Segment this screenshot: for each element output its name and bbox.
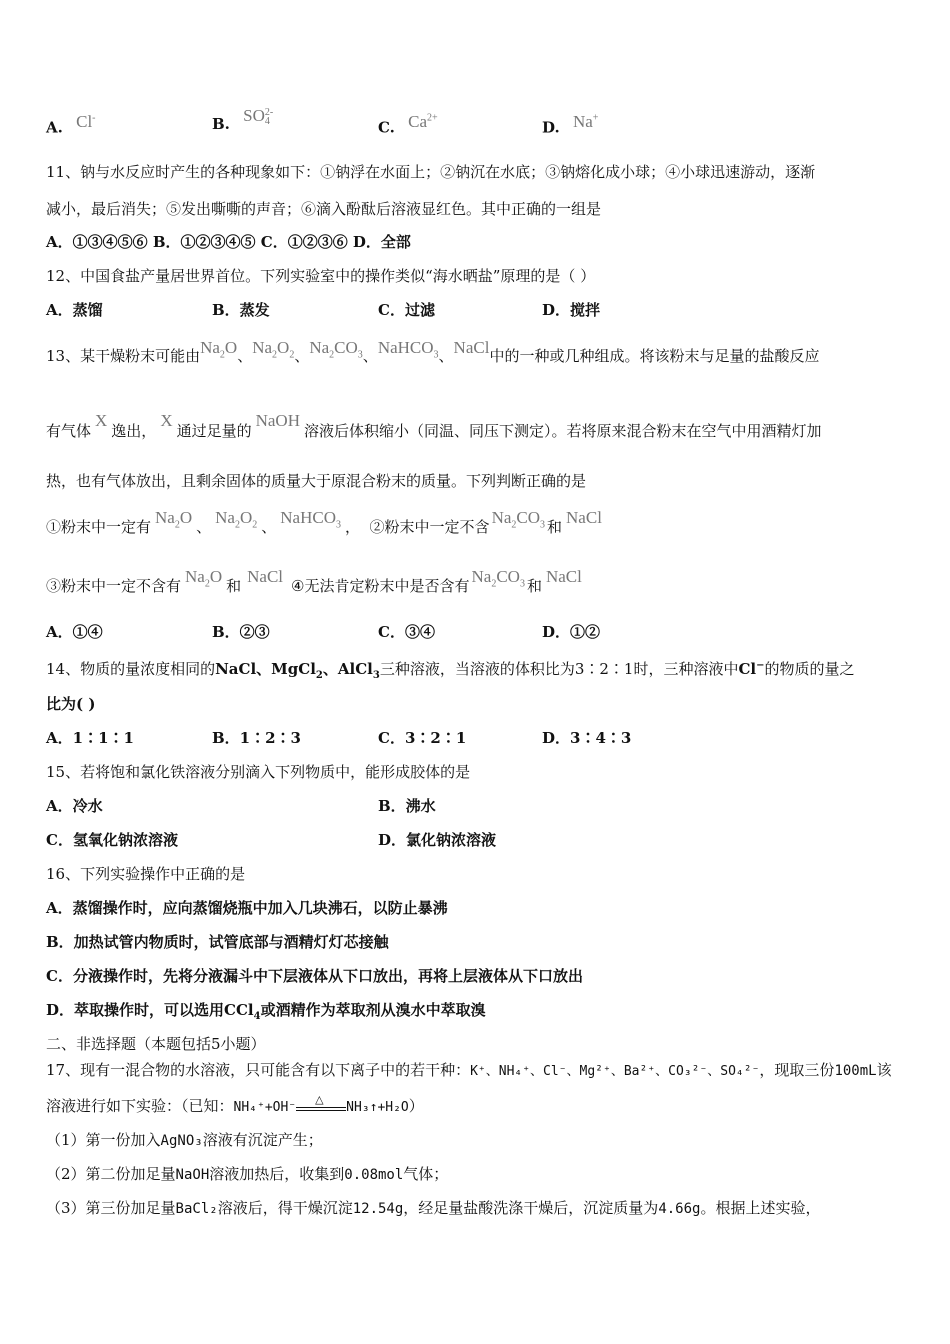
q11-stem-line1: 11、钠与水反应时产生的各种现象如下：①钠浮在水面上；②钠沉在水底；③钠熔化成小球；④小球迅速游动，逐渐 — [46, 163, 816, 181]
q12-stem: 12、中国食盐产量居世界首位。下列实验室中的操作类似“海水晒盐”原理的是（ ） — [46, 267, 596, 285]
q13-option-a[interactable]: A．①④ — [46, 623, 103, 641]
q15-option-b[interactable]: B．沸水 — [378, 797, 436, 815]
q13-stem-line3: 热，也有气体放出，且剩余固体的质量大于原混合粉末的质量。下列判断正确的是 — [46, 472, 587, 490]
q15-option-c[interactable]: C．氢氧化钠浓溶液 — [46, 831, 178, 849]
q10-option-a[interactable]: A. Cl- — [46, 111, 96, 137]
section-2-heading: 二、非选择题（本题包括5小题） — [46, 1035, 266, 1053]
q13-statements-3-4: ③粉末中一定不含有 $Na_2O$ 和 NaCl ④无法肯定粉末中是否含有 $Na_2CO_3$ 和 NaCl — [46, 567, 582, 595]
q16-option-d[interactable]: D．萃取操作时，可以选用CCl$_4$或酒精作为萃取剂从溴水中萃取溴 — [46, 1001, 486, 1022]
q14-option-a[interactable]: A．1∶1∶1 — [46, 729, 134, 747]
q13-option-b[interactable]: B．②③ — [212, 623, 270, 641]
q11-options[interactable]: A．①③④⑤⑥ B．①②③④⑤ C．①②③⑥ D．全部 — [46, 233, 411, 251]
q13-statements-1-2: ①粉末中一定有 $Na_2O$ 、 $Na_2O_2$ 、 NaHCO$_3$ ， ②粉末中一定不含 $Na_2CO_3$ 和 NaCl — [46, 508, 602, 536]
q14-option-b[interactable]: B．1∶2∶3 — [212, 729, 301, 747]
q14-option-c[interactable]: C．3∶2∶1 — [378, 729, 467, 747]
q16-stem: 16、下列实验操作中正确的是 — [46, 865, 246, 883]
q14-option-d[interactable]: D．3∶4∶3 — [542, 729, 632, 747]
q17-part2: （2）第二份加足量NaOH溶液加热后，收集到0.08mol气体； — [46, 1165, 449, 1183]
q17-part1: （1）第一份加入AgNO₃溶液有沉淀产生； — [46, 1131, 323, 1149]
q13-option-c[interactable]: C．③④ — [378, 623, 435, 641]
q13-stem-line2: 有气体X逸出，X通过足量的NaOH溶液后体积缩小（同温、同压下测定）。若将原来混合粉末在空气中用酒精灯加 — [46, 411, 822, 440]
q12-option-a[interactable]: A．蒸馏 — [46, 301, 103, 319]
q12-option-c[interactable]: C．过滤 — [378, 301, 435, 319]
q10-d-formula: Na+ — [572, 111, 599, 131]
q17-stem-line1: 17、现有一混合物的水溶液，只可能含有以下离子中的若干种：K⁺、NH₄⁺、Cl⁻、Mg²⁺、Ba²⁺、CO₃²⁻、SO₄²⁻，现取三份100mL该 — [46, 1061, 892, 1079]
q10-c-formula: $Ca^{2+}$ — [408, 111, 438, 131]
q10-option-b[interactable]: B. SO 2- 4 — [212, 106, 274, 133]
q16-option-c[interactable]: C．分液操作时，先将分液漏斗中下层液体从下口放出，再将上层液体从下口放出 — [46, 967, 583, 985]
q10-a-formula: Cl- — [76, 111, 96, 131]
q12-option-d[interactable]: D．搅拌 — [542, 301, 601, 319]
q10-option-c[interactable]: C. $Ca^{2+}$ — [378, 111, 438, 137]
equilibrium-arrow: △ — [296, 1100, 346, 1114]
q15-option-a[interactable]: A．冷水 — [46, 797, 103, 815]
q15-option-d[interactable]: D．氯化钠浓溶液 — [378, 831, 497, 849]
q10-b-formula: SO 2- 4 — [243, 106, 274, 128]
q17-part3: （3）第三份加足量BaCl₂溶液后，得干燥沉淀12.54g，经足量盐酸洗涤干燥后，沉淀质量为4.66g。根据上述实验， — [46, 1199, 821, 1217]
q14-stem-line1: 14、物质的量浓度相同的NaCl、MgCl$_2$、AlCl$_3$三种溶液，当溶液的体积比为3∶2∶1时，三种溶液中Cl−的物质的量之 — [46, 660, 855, 681]
q13-stem-line1: 13、某干燥粉末可能由$Na_2O$、$Na_2O_2$、$Na_2CO_3$、NaHCO$_3$、NaCl中的一种或几种组成。将该粉末与足量的盐酸反应 — [46, 338, 820, 365]
q12-option-b[interactable]: B．蒸发 — [212, 301, 270, 319]
q16-option-a[interactable]: A．蒸馏操作时，应向蒸馏烧瓶中加入几块沸石，以防止暴沸 — [46, 899, 448, 917]
q10-option-d[interactable]: D. Na+ — [542, 111, 599, 137]
q17-stem-line2: 溶液进行如下实验：（已知：NH₄⁺+OH⁻ △ NH₃↑+H₂O） — [46, 1093, 424, 1115]
q14-stem-line2: 比为( ) — [46, 695, 96, 713]
q16-option-b[interactable]: B．加热试管内物质时，试管底部与酒精灯灯芯接触 — [46, 933, 389, 951]
q11-stem-line2: 减小，最后消失；⑤发出嘶嘶的声音；⑥滴入酚酞后溶液显红色。其中正确的一组是 — [46, 200, 602, 218]
q13-option-d[interactable]: D．①② — [542, 623, 601, 641]
q15-stem: 15、若将饱和氯化铁溶液分别滴入下列物质中，能形成胶体的是 — [46, 763, 471, 781]
